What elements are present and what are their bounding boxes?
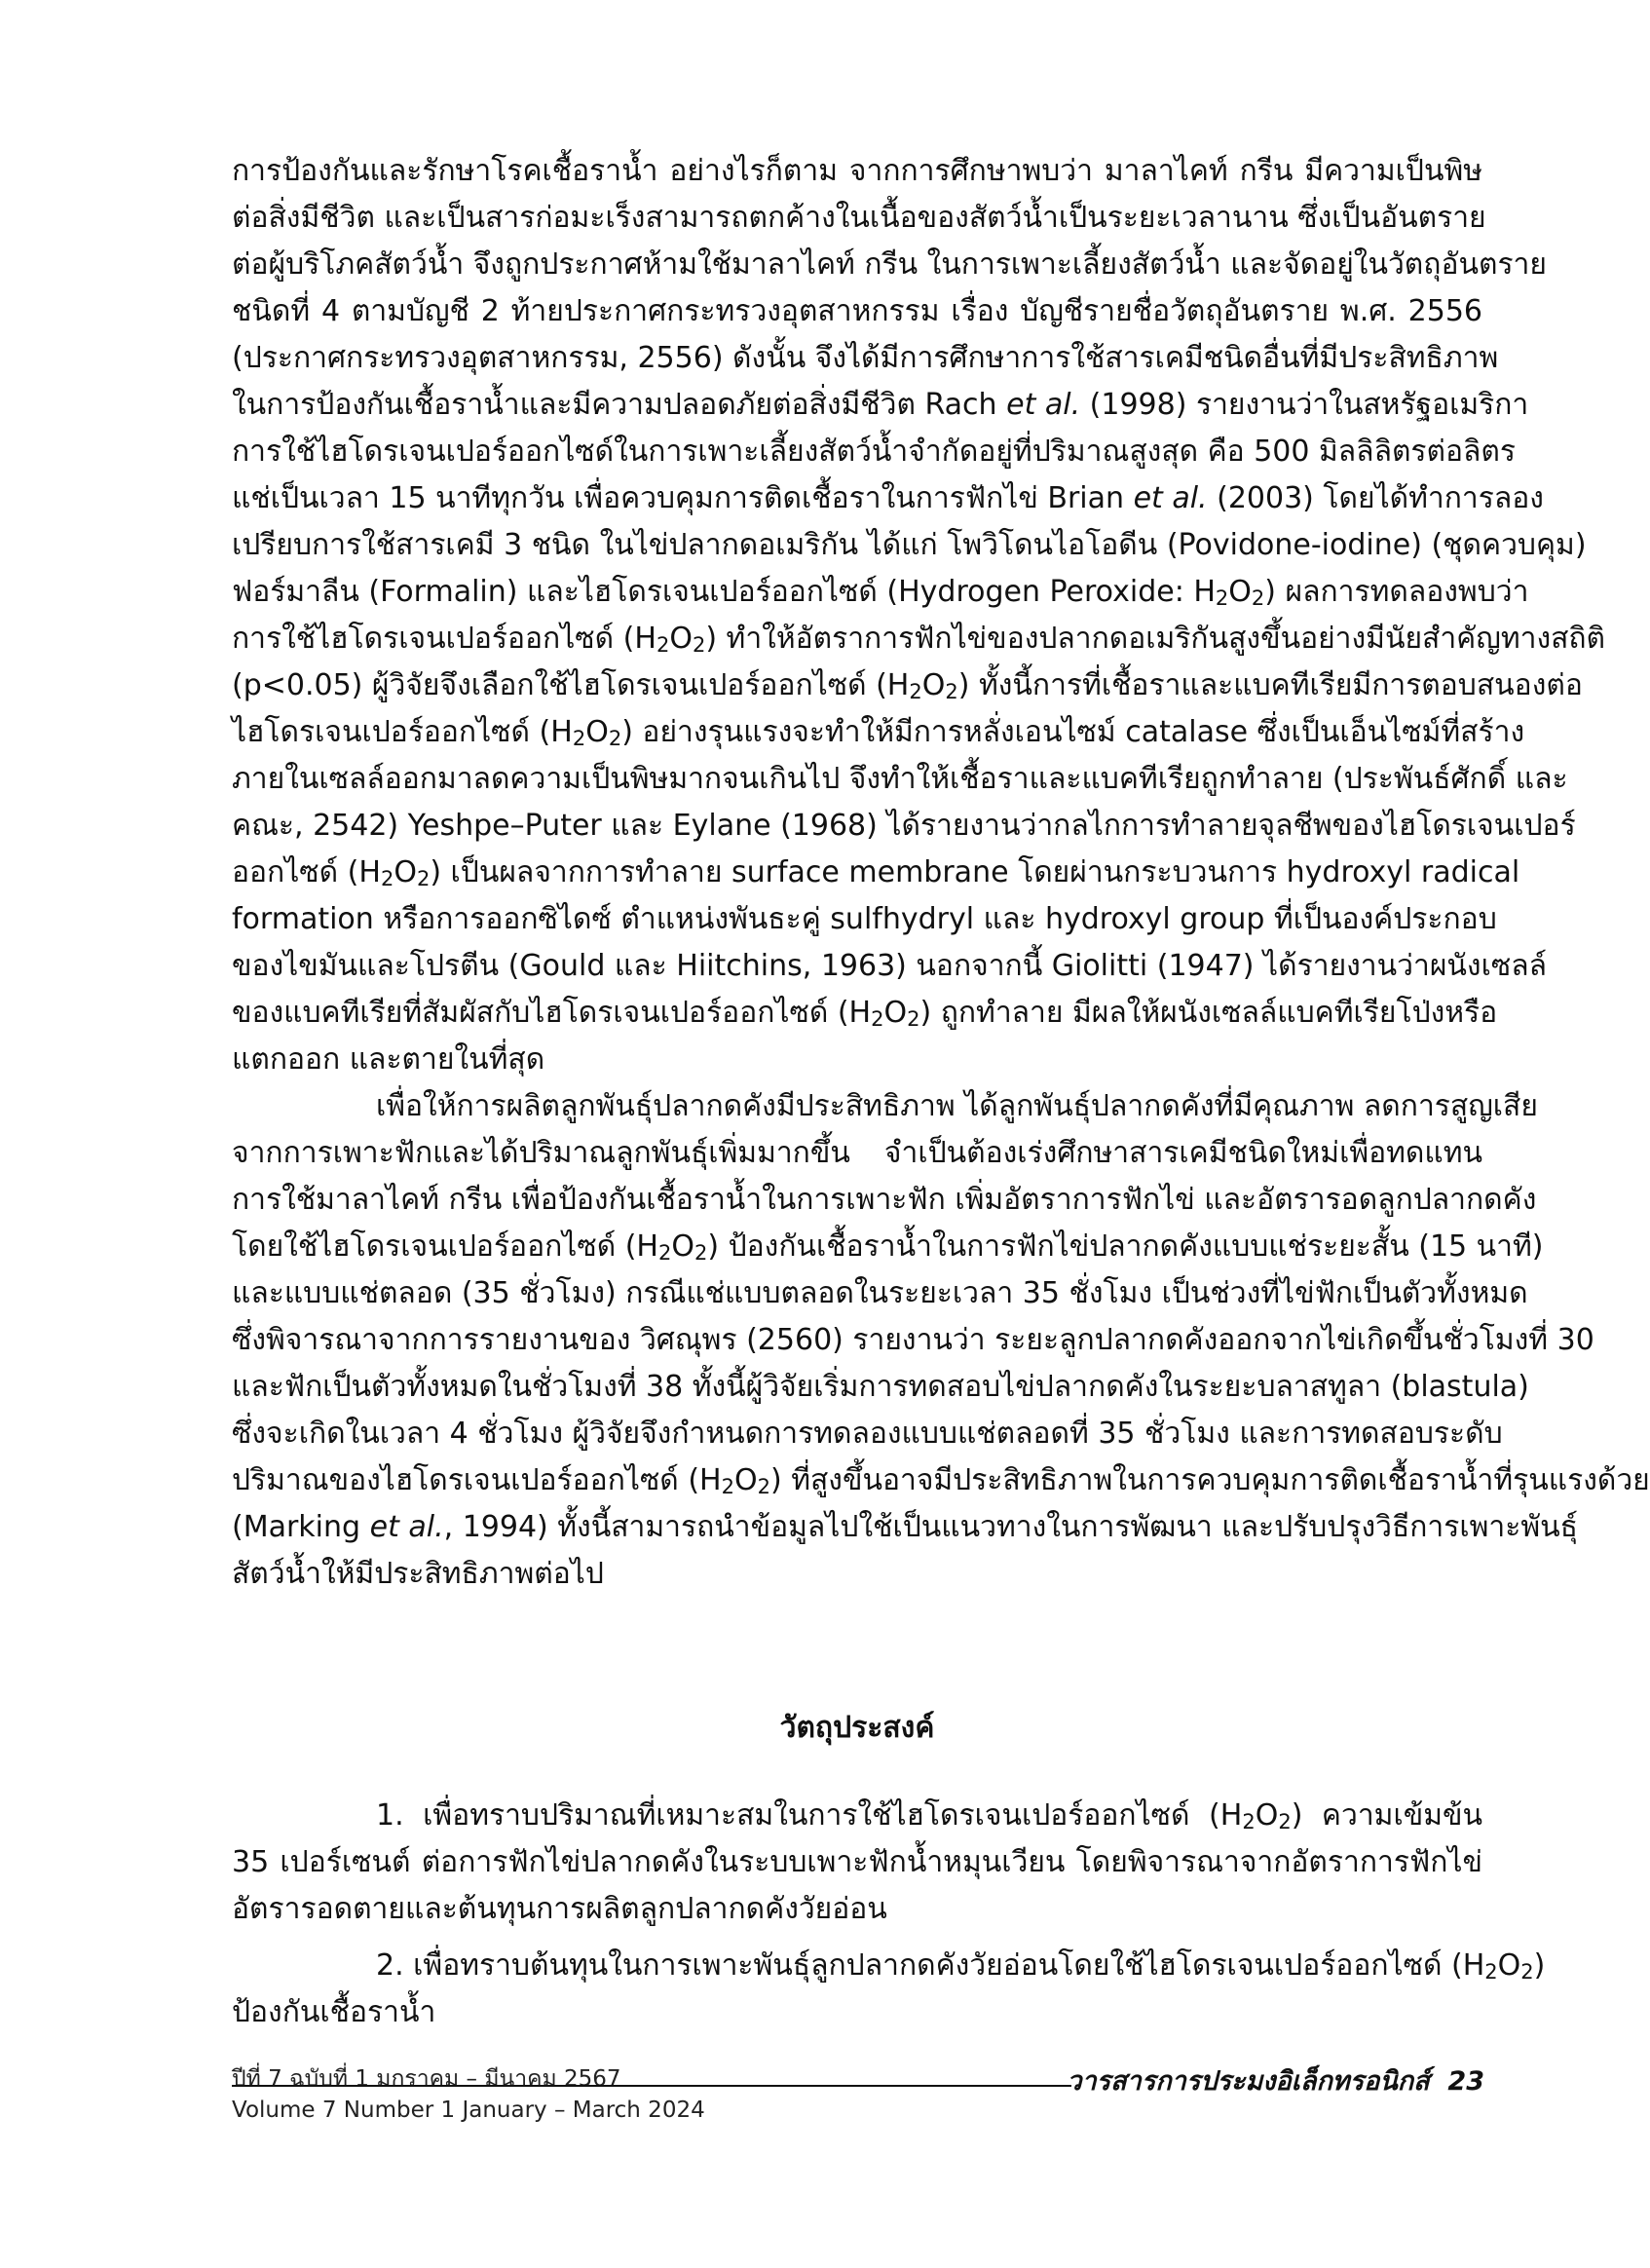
text-segment: ) ผลการทดลองพบว่า (1264, 575, 1529, 609)
text-segment: 2 (1242, 1810, 1256, 1834)
page-number: 23 (1447, 2066, 1484, 2097)
text-line: จากการเพาะฟักและได้ปริมาณลูกพันธุ์เพิ่มมากขึ้น จำเป็นต้องเร่งศึกษาสารเคมีชนิดใหม่เพื่อทดแทน (232, 1136, 1482, 1170)
text-line (232, 1457, 1650, 1504)
text-line (232, 662, 1583, 709)
text-segment: 2 (1215, 586, 1229, 611)
body-paragraph-2 (232, 1083, 1650, 1598)
text-segment: ) เป็นผลจากการทำลาย surface membrane โดยผ่านกระบวนการ hydroxyl radical (430, 855, 1520, 889)
text-segment: 2 (658, 1241, 672, 1266)
text-line: คณะ, 2542) Yeshpe–Puter และ Eylane (1968) ได้รายงานว่ากลไกการทำลายจุลชีพของไฮโดรเจนเปอร์ (232, 809, 1576, 843)
section-heading: วัตถุประสงค์ (779, 1711, 935, 1745)
text-segment: ) ที่สูงขึ้นอาจมีประสิทธิภาพในการควบคุมการติดเชื้อราน้ำที่รุนแรงด้วย (769, 1463, 1650, 1497)
text-line (232, 990, 1498, 1037)
text-segment: O (585, 715, 609, 749)
text-segment: ไฮโดรเจนเปอร์ออกไซด์ (H (232, 715, 573, 749)
text-segment: ) ถูกทำลาย มีผลให้ผนังเซลล์แบคทีเรียโป่งหรือ (919, 996, 1498, 1030)
text-line: เปรียบการใช้สารเคมี 3 ชนิด ในไข่ปลากดอเมริกัน ได้แก่ โพวิโดนไอโอดีน (Povidone-iodine) (ชุดควบคุม) (232, 528, 1587, 562)
text-segment: 2 (1251, 586, 1265, 611)
text-line: ของไขมันและโปรตีน (Gould และ Hiitchins, 1963) นอกจากนี้ Giolitti (1947) ได้รายงานว่าผนังเซลล์ (232, 949, 1547, 983)
journal-title: วารสารการประมงอิเล็กทรอนิกส์ (1067, 2066, 1430, 2097)
text-line (232, 850, 1520, 896)
text-line: อัตรารอดตายและต้นทุนการผลิตลูกปลากดคังวัยอ่อน (232, 1892, 887, 1926)
text-segment: (1998) รายงานว่าในสหรัฐอเมริกา (1080, 388, 1529, 422)
text-line: เพื่อให้การผลิตลูกพันธุ์ปลากดคังมีประสิทธิภาพ ได้ลูกพันธุ์ปลากดคังที่มีคุณภาพ ลดการสูญเสีย (376, 1089, 1538, 1123)
text-line: และแบบแช่ตลอด (35 ชั่วโมง) กรณีแช่แบบตลอดในระยะเวลา 35 ชั่งโมง เป็นช่วงที่ไข่ฟักเป็นตัวทั้งหมด (232, 1276, 1528, 1310)
text-line (232, 1504, 1578, 1551)
issue-thai: ปีที่ 7 ฉบับที่ 1 มกราคม – มีนาคม 2567 (232, 2066, 621, 2092)
text-segment: ) อย่างรุนแรงจะทำให้มีการหลั่งเอนไซม์ catalase ซึ่งเป็นเอ็นไซม์ที่สร้าง (621, 715, 1525, 749)
text-segment: O (1497, 1948, 1521, 1983)
text-segment: แช่เป็นเวลา 15 นาทีทุกวัน เพื่อควบคุมการติดเชื้อราในการฟักไข่ Brian (232, 481, 1134, 515)
text-segment: 2 (380, 867, 394, 891)
text-segment: ) ป้องกันเชื้อราน้ำในการฟักไข่ปลากดคังแบบแช่ระยะสั้น (15 นาที) (707, 1229, 1544, 1264)
text-line: แตกออก และตายในที่สุด (232, 1042, 545, 1077)
body-paragraph-1 (232, 148, 1606, 1083)
text-segment: O (669, 622, 693, 656)
text-segment: ปริมาณของไฮโดรเจนเปอร์ออกไซด์ (H (232, 1463, 722, 1497)
text-line (232, 1943, 1546, 1989)
text-line: การใช้ไฮโดรเจนเปอร์ออกไซด์ในการเพาะเลี้ยงสัตว์น้ำจำกัดอยู่ที่ปริมาณสูงสุด คือ 500 มิลลิลิตรต่อลิตร (232, 435, 1517, 469)
objective-2 (232, 1943, 1546, 2036)
text-segment: et al. (369, 1510, 444, 1544)
text-line: (ประกาศกระทรวงอุตสาหกรรม, 2556) ดังนั้น จึงได้มีการศึกษาการใช้สารเคมีชนิดอื่นที่มีประสิทธิภาพ (232, 341, 1499, 375)
text-segment: ) ความเข้มข้น (1291, 1798, 1483, 1833)
text-segment: et al. (1006, 388, 1081, 422)
text-segment: ของแบคทีเรียที่สัมผัสกับไฮโดรเจนเปอร์ออกไซด์ (H (232, 996, 872, 1030)
text-segment: 2 (1278, 1810, 1292, 1834)
text-segment: 2 (909, 680, 922, 704)
text-segment: โดยใช้ไฮโดรเจนเปอร์ออกไซด์ (H (232, 1229, 658, 1264)
text-segment: 2 (656, 633, 670, 658)
text-segment: (Marking (232, 1510, 370, 1544)
text-segment: ออกไซด์ (H (232, 855, 381, 889)
text-segment: ) ทำให้อัตราการฟักไข่ของปลากดอเมริกันสูงขึ้นอย่างมีนัยสำคัญทางสถิติ (705, 622, 1606, 656)
text-segment: (p<0.05) ผู้วิจัยจึงเลือกใช้ไฮโดรเจนเปอร์ออกไซด์ (H (232, 668, 910, 702)
text-line (232, 709, 1525, 756)
text-line (232, 475, 1544, 522)
text-segment: 2 (871, 1007, 884, 1032)
text-segment: ) (1533, 1948, 1546, 1983)
text-line: ภายในเซลล์ออกมาลดความเป็นพิษมากจนเกินไป จึงทำให้เชื้อราและแบคทีเรียถูกทำลาย (ประพันธ์ศักดิ์ และ (232, 762, 1568, 796)
text-line: ต่อผู้บริโภคสัตว์น้ำ จึงถูกประกาศห้ามใช้มาลาไคท์ กรีน ในการเพาะเลี้ยงสัตว์น้ำ และจัดอยู่ในวัตถุอันตราย (232, 247, 1547, 282)
text-segment: การใช้ไฮโดรเจนเปอร์ออกไซด์ (H (232, 622, 656, 656)
text-segment: O (1228, 575, 1252, 609)
text-line: ต่อสิ่งมีชีวิต และเป็นสารก่อมะเร็งสามารถตกค้างในเนื้อของสัตว์น้ำเป็นระยะเวลานาน ซึ่งเป็นอันตราย (232, 201, 1486, 235)
text-segment: O (921, 668, 946, 702)
text-segment: 2 (1484, 1960, 1498, 1984)
text-segment: 2 (692, 633, 706, 658)
text-line: 35 เปอร์เซนต์ ต่อการฟักไข่ปลากดคังในระบบเพาะฟักน้ำหมุนเวียน โดยพิจารณาจากอัตราการฟักไข่ (232, 1845, 1482, 1879)
text-line: ป้องกันเชื้อราน้ำ (232, 1995, 436, 2029)
text-segment: 2 (1520, 1960, 1534, 1984)
text-line: ซึ่งพิจารณาจากการรายงานของ วิศณุพร (2560) รายงานว่า ระยะลูกปลากดคังออกจากไข่เกิดขึ้นชั่วโมงที่ 30 (232, 1323, 1594, 1357)
text-segment: 2 (416, 867, 431, 891)
text-line (232, 1224, 1544, 1270)
text-line (232, 616, 1606, 662)
text-segment: et al. (1133, 481, 1208, 515)
text-segment: 2 (572, 727, 586, 751)
issue-info (232, 2063, 836, 2126)
text-segment: ในการป้องกันเชื้อราน้ำและมีความปลอดภัยต่อสิ่งมีชีวิต Rach (232, 388, 1007, 422)
text-segment: ) ทั้งนี้การที่เชื้อราและแบคทีเรียมีการตอบสนองต่อ (957, 668, 1583, 702)
text-segment: 2 (757, 1475, 770, 1499)
text-segment: O (883, 996, 908, 1030)
text-segment: O (671, 1229, 694, 1264)
text-line (232, 382, 1529, 429)
text-segment: 2 (945, 680, 958, 704)
text-segment: , 1994) ทั้งนี้สามารถนำข้อมูลไปใช้เป็นแนวทางในการพัฒนา และปรับปรุงวิธีการเพาะพันธุ์ (443, 1510, 1578, 1544)
journal-name (1067, 2065, 1484, 2098)
issue-english: Volume 7 Number 1 January – March 2024 (232, 2098, 705, 2123)
text-line: สัตว์น้ำให้มีประสิทธิภาพต่อไป (232, 1557, 604, 1591)
text-segment: 2 (721, 1475, 734, 1499)
text-segment: ฟอร์มาลีน (Formalin) และไฮโดรเจนเปอร์ออกไซด์ (Hydrogen Peroxide: H (232, 575, 1216, 609)
text-line: formation หรือการออกซิไดซ์ ตำแหน่งพันธะคู่ sulfhydryl และ hydroxyl group ที่เป็นองค์ประกอบ (232, 902, 1497, 936)
text-line (232, 569, 1529, 616)
text-line: การป้องกันและรักษาโรคเชื้อราน้ำ อย่างไรก็ตาม จากการศึกษาพบว่า มาลาไคท์ กรีน มีความเป็นพิษ (232, 154, 1482, 188)
text-segment: O (1255, 1798, 1279, 1833)
text-segment: 2 (608, 727, 622, 751)
objective-1 (232, 1793, 1482, 1933)
text-segment: 2 (907, 1007, 920, 1032)
text-segment: O (733, 1463, 758, 1497)
text-segment: 1. เพื่อทราบปริมาณที่เหมาะสมในการใช้ไฮโดรเจนเปอร์ออกไซด์ (H (376, 1798, 1243, 1833)
text-line: การใช้มาลาไคท์ กรีน เพื่อป้องกันเชื้อราน้ำในการเพาะฟัก เพิ่มอัตราการฟักไข่ และอัตรารอดลูกปลากดคัง (232, 1183, 1537, 1217)
text-line (232, 1793, 1482, 1839)
text-segment: O (394, 855, 417, 889)
footer-divider (232, 2085, 1071, 2087)
text-line: ชนิดที่ 4 ตามบัญชี 2 ท้ายประกาศกระทรวงอุตสาหกรรม เรื่อง บัญชีรายชื่อวัตถุอันตราย พ.ศ. 2556 (232, 294, 1482, 328)
text-line: ซึ่งจะเกิดในเวลา 4 ชั่วโมง ผู้วิจัยจึงกำหนดการทดลองแบบแช่ตลอดที่ 35 ชั่วโมง และการทดสอบระดับ (232, 1417, 1503, 1451)
text-segment: 2 (694, 1241, 708, 1266)
text-segment: (2003) โดยได้ทำการลอง (1207, 481, 1544, 515)
text-segment: 2. เพื่อทราบต้นทุนในการเพาะพันธุ์ลูกปลากดคังวัยอ่อนโดยใช้ไฮโดรเจนเปอร์ออกไซด์ (H (376, 1948, 1485, 1983)
text-line: และฟักเป็นตัวทั้งหมดในชั่วโมงที่ 38 ทั้งนี้ผู้วิจัยเริ่มการทดสอบไข่ปลากดคังในระยะบลาสทูลา (blastula) (232, 1370, 1529, 1404)
